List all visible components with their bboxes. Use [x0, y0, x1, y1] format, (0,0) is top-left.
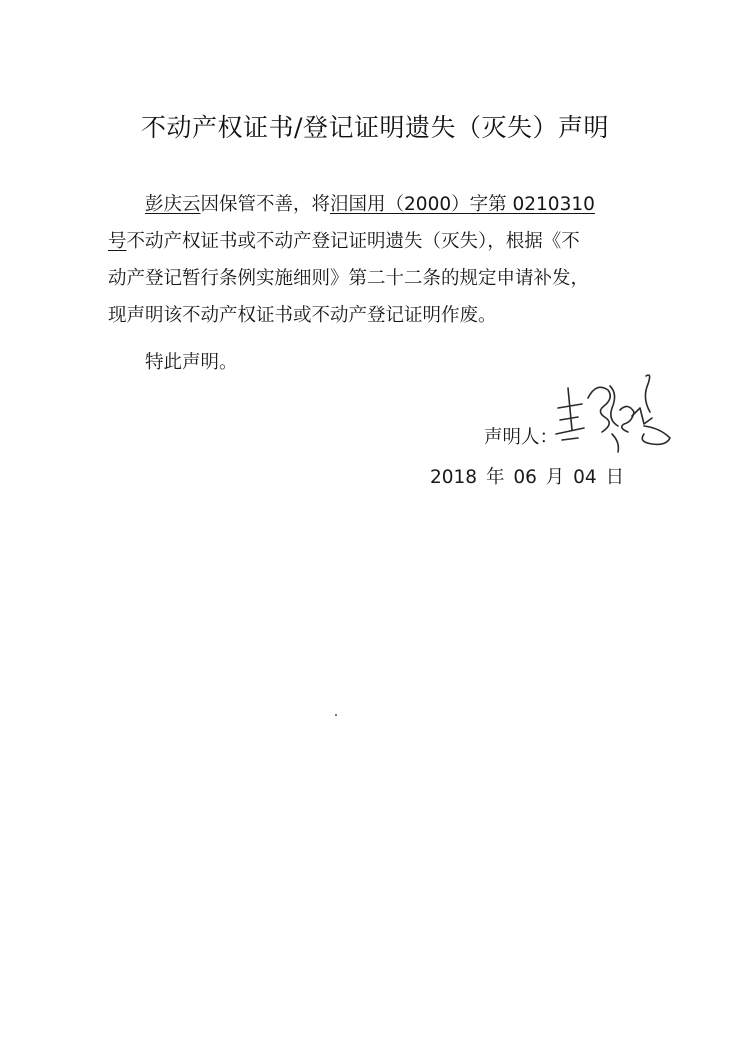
declarant-name: 彭庆云	[145, 194, 201, 215]
paragraph-text: 不动产权证书或不动产登记证明遗失（灭失），根据《不	[126, 231, 580, 252]
paragraph-line-3: 动产登记暂行条例实施细则》第二十二条的规定申请补发，	[108, 268, 590, 289]
statement-date: 2018 年 06 月 04 日	[430, 467, 625, 488]
certificate-number: 汨国用（2000）字第 0210310	[330, 194, 595, 215]
certificate-suffix: 号	[108, 231, 127, 252]
paragraph-line-1	[108, 186, 648, 223]
paragraph-line-4: 现声明该不动产权证书或不动产登记证明作废。	[108, 305, 497, 326]
declarant-label: 声明人：	[484, 427, 559, 448]
closing-text: 特此声明。	[145, 352, 238, 373]
paragraph-text: 因保管不善，将	[200, 194, 331, 215]
statement-paragraph	[108, 186, 648, 334]
scan-speck	[335, 714, 337, 716]
paragraph-line-2	[108, 223, 648, 260]
handwritten-signature	[548, 368, 678, 458]
document-title: 不动产权证书/登记证明遗失（灭失）声明	[141, 113, 609, 142]
